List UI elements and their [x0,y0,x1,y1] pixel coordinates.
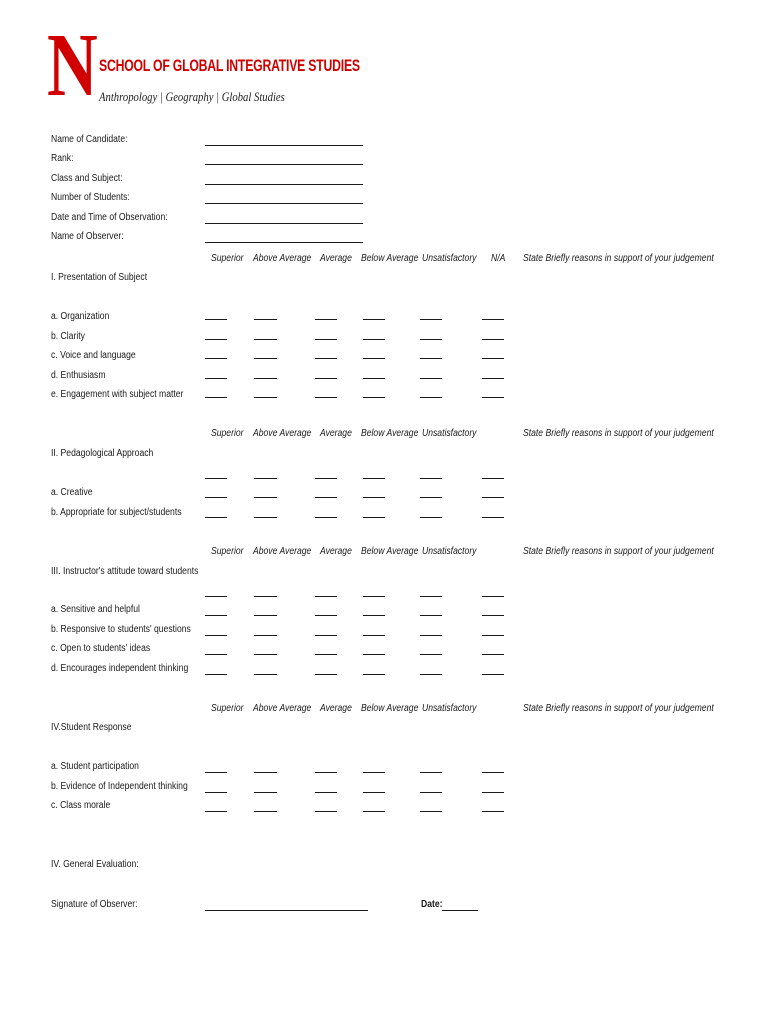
rating-blank[interactable] [363,358,385,359]
school-name: SCHOOL OF GLOBAL INTEGRATIVE STUDIES [99,56,360,75]
rating-blank[interactable] [254,772,277,773]
rating-blank[interactable] [315,596,337,597]
rating-blank[interactable] [363,615,385,616]
rating-blank[interactable] [482,378,504,379]
rating-blank[interactable] [315,654,337,655]
rating-blank[interactable] [420,378,442,379]
criterion-label: c. Open to students' ideas [51,643,151,654]
rating-blank[interactable] [205,792,227,793]
rating-blank[interactable] [482,635,504,636]
rating-blank[interactable] [205,596,227,597]
rating-blank[interactable] [363,517,385,518]
candidate-field-label: Name of Observer: [51,231,124,242]
rating-blank[interactable] [482,339,504,340]
section-title: IV.Student Response [51,722,132,733]
rating-blank[interactable] [363,339,385,340]
rating-blank[interactable] [254,478,277,479]
rating-blank[interactable] [315,811,337,812]
candidate-field-input[interactable] [205,145,363,146]
rating-header-below-average: Below Average [361,253,419,264]
candidate-field-label: Class and Subject: [51,173,123,184]
rating-blank[interactable] [482,772,504,773]
rating-blank[interactable] [315,635,337,636]
rating-header-average: Average [320,546,352,557]
rating-blank[interactable] [254,319,277,320]
rating-header-above-average: Above Average [253,546,312,557]
rating-header-superior: Superior [211,703,244,714]
rating-header-average: Average [320,428,352,439]
rating-header-unsatisfactory: Unsatisfactory [422,703,477,714]
candidate-field-input[interactable] [205,242,363,243]
rating-blank[interactable] [363,674,385,675]
criterion-label: e. Engagement with subject matter [51,389,184,400]
rating-header-unsatisfactory: Unsatisfactory [422,428,477,439]
rating-header-above-average: Above Average [253,253,312,264]
rating-blank[interactable] [363,478,385,479]
rating-blank[interactable] [315,339,337,340]
rating-blank[interactable] [363,792,385,793]
rating-blank[interactable] [482,358,504,359]
rating-blank[interactable] [420,811,442,812]
rating-blank[interactable] [420,319,442,320]
rating-blank[interactable] [482,674,504,675]
rating-header-unsatisfactory: Unsatisfactory [422,546,477,557]
rating-blank[interactable] [482,811,504,812]
section-title: I. Presentation of Subject [51,272,148,283]
section-title: II. Pedagological Approach [51,448,154,459]
criterion-label: a. Creative [51,487,93,498]
rating-blank[interactable] [315,358,337,359]
criterion-label: b. Evidence of Independent thinking [51,781,188,792]
rating-blank[interactable] [420,596,442,597]
criterion-label: d. Encourages independent thinking [51,663,189,674]
rating-blank[interactable] [205,674,227,675]
rating-blank[interactable] [254,811,277,812]
rating-blank[interactable] [205,772,227,773]
rating-blank[interactable] [363,596,385,597]
criterion-label: b. Clarity [51,331,85,342]
university-logo-letter: N [47,16,98,115]
rating-blank[interactable] [420,772,442,773]
rating-blank[interactable] [254,792,277,793]
rating-header-reasons: State Briefly reasons in support of your judgement [523,546,714,557]
rating-blank[interactable] [315,378,337,379]
rating-blank[interactable] [254,635,277,636]
candidate-field-label: Number of Students: [51,192,130,203]
rating-blank[interactable] [482,319,504,320]
rating-blank[interactable] [482,397,504,398]
rating-blank[interactable] [205,339,227,340]
rating-blank[interactable] [363,397,385,398]
rating-blank[interactable] [254,339,277,340]
rating-header-below-average: Below Average [361,546,419,557]
rating-blank[interactable] [420,615,442,616]
rating-blank[interactable] [254,358,277,359]
rating-blank[interactable] [254,397,277,398]
rating-blank[interactable] [420,654,442,655]
rating-blank[interactable] [254,654,277,655]
criterion-label: a. Student participation [51,761,139,772]
rating-blank[interactable] [482,478,504,479]
candidate-field-label: Date and Time of Observation: [51,212,168,223]
criterion-label: d. Enthusiasm [51,370,106,381]
signature-label: Signature of Observer: [51,899,138,910]
school-departments: Anthropology | Geography | Global Studies [99,89,285,104]
rating-header-reasons: State Briefly reasons in support of your judgement [523,703,714,714]
rating-blank[interactable] [205,497,227,498]
rating-blank[interactable] [420,497,442,498]
rating-blank[interactable] [420,674,442,675]
rating-header-average: Average [320,253,352,264]
rating-blank[interactable] [482,517,504,518]
rating-blank[interactable] [205,358,227,359]
rating-blank[interactable] [205,378,227,379]
rating-blank[interactable] [254,497,277,498]
rating-blank[interactable] [315,497,337,498]
rating-blank[interactable] [363,772,385,773]
rating-blank[interactable] [254,596,277,597]
rating-blank[interactable] [420,635,442,636]
rating-header-unsatisfactory: Unsatisfactory [422,253,477,264]
rating-blank[interactable] [205,319,227,320]
rating-blank[interactable] [315,478,337,479]
candidate-field-input[interactable] [205,164,363,165]
rating-blank[interactable] [205,478,227,479]
rating-blank[interactable] [363,811,385,812]
candidate-field-input[interactable] [205,203,363,204]
rating-blank[interactable] [254,615,277,616]
candidate-field-label: Name of Candidate: [51,134,128,145]
rating-blank[interactable] [420,792,442,793]
rating-header-na: N/A [491,253,506,264]
rating-blank[interactable] [315,772,337,773]
rating-blank[interactable] [420,517,442,518]
date-field[interactable] [442,910,478,911]
rating-blank[interactable] [315,319,337,320]
rating-header-above-average: Above Average [253,428,312,439]
rating-header-below-average: Below Average [361,703,419,714]
rating-blank[interactable] [254,517,277,518]
rating-blank[interactable] [420,397,442,398]
rating-blank[interactable] [315,397,337,398]
rating-blank[interactable] [254,378,277,379]
rating-header-superior: Superior [211,253,244,264]
criterion-label: c. Class morale [51,800,111,811]
date-label: Date: [421,899,443,910]
candidate-field-input[interactable] [205,223,363,224]
rating-blank[interactable] [420,358,442,359]
rating-blank[interactable] [254,674,277,675]
criterion-label: c. Voice and language [51,350,136,361]
rating-header-reasons: State Briefly reasons in support of your judgement [523,253,714,264]
rating-blank[interactable] [315,615,337,616]
rating-blank[interactable] [420,339,442,340]
rating-blank[interactable] [482,497,504,498]
rating-blank[interactable] [315,517,337,518]
rating-blank[interactable] [315,792,337,793]
rating-header-superior: Superior [211,546,244,557]
rating-blank[interactable] [482,596,504,597]
rating-blank[interactable] [420,478,442,479]
candidate-field-input[interactable] [205,184,363,185]
rating-header-superior: Superior [211,428,244,439]
general-evaluation-label: IV. General Evaluation: [51,859,139,870]
rating-blank[interactable] [363,378,385,379]
signature-field[interactable] [205,910,368,911]
rating-blank[interactable] [205,615,227,616]
rating-blank[interactable] [205,811,227,812]
criterion-label: b. Appropriate for subject/students [51,507,182,518]
criterion-label: a. Sensitive and helpful [51,604,140,615]
rating-blank[interactable] [482,654,504,655]
rating-header-average: Average [320,703,352,714]
criterion-label: b. Responsive to students' questions [51,624,191,635]
criterion-label: a. Organization [51,311,110,322]
section-title: III. Instructor's attitude toward students [51,566,199,577]
rating-blank[interactable] [363,319,385,320]
rating-header-above-average: Above Average [253,703,312,714]
candidate-field-label: Rank: [51,153,74,164]
rating-blank[interactable] [205,397,227,398]
rating-blank[interactable] [205,635,227,636]
rating-blank[interactable] [363,635,385,636]
rating-blank[interactable] [482,615,504,616]
rating-header-below-average: Below Average [361,428,419,439]
rating-header-reasons: State Briefly reasons in support of your judgement [523,428,714,439]
rating-blank[interactable] [205,517,227,518]
rating-blank[interactable] [363,654,385,655]
rating-blank[interactable] [363,497,385,498]
rating-blank[interactable] [205,654,227,655]
rating-blank[interactable] [482,792,504,793]
rating-blank[interactable] [315,674,337,675]
